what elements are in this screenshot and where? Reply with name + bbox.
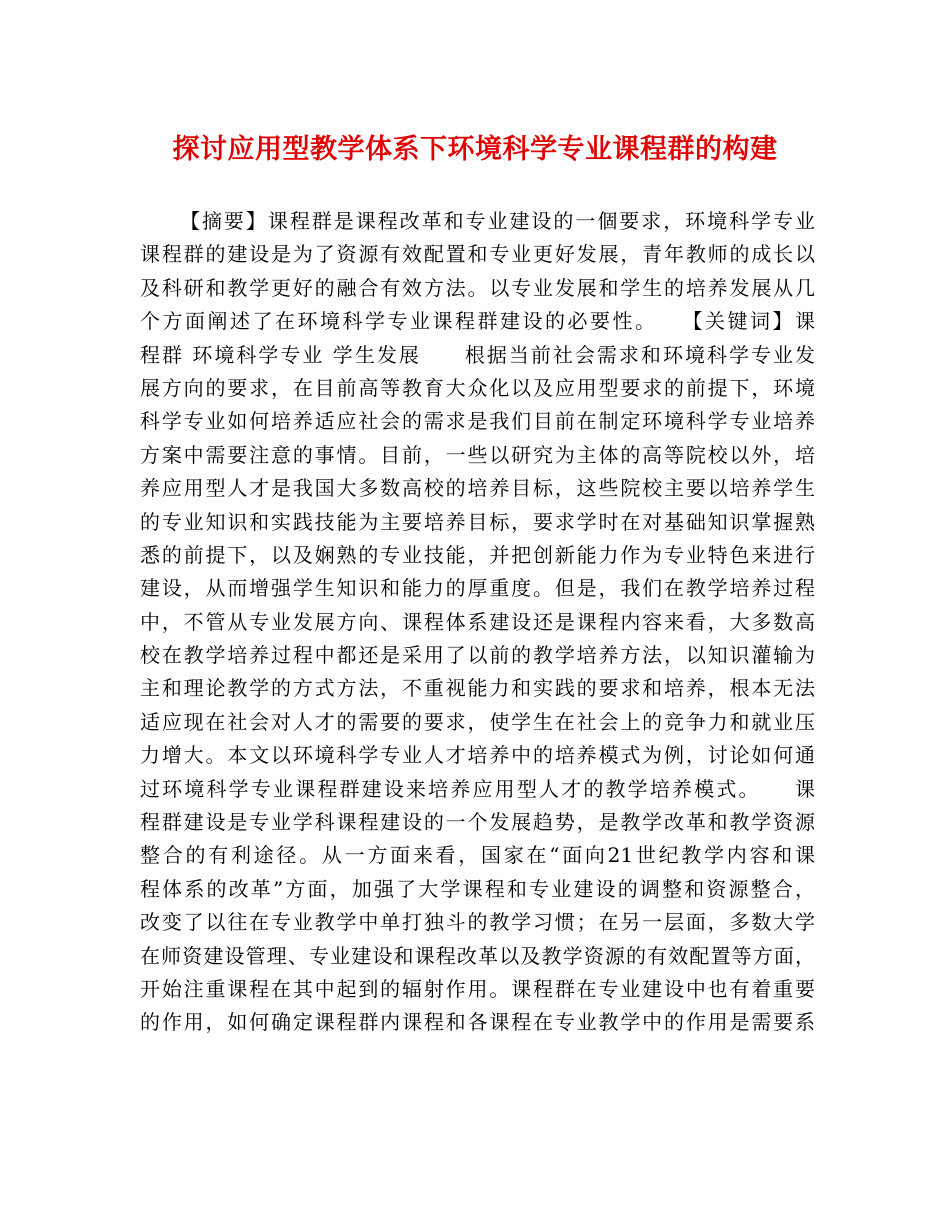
body-line: 程体系的改革”方面，加强了大学课程和专业建设的调整和资源整合， xyxy=(140,876,815,901)
body-line: 主和理论教学的方式方法，不重视能力和实践的要求和培养，根本无法 xyxy=(140,676,815,701)
body-line: 个方面阐述了在环境科学专业课程群建设的必要性。 【关键词】课 xyxy=(140,309,815,334)
body-line: 适应现在社会对人才的需要的要求，使学生在社会上的竞争力和就业压 xyxy=(140,709,815,734)
body-line: 悉的前提下，以及娴熟的专业技能，并把创新能力作为专业特色来进行 xyxy=(140,542,815,567)
body-line: 过环境科学专业课程群建设来培养应用型人才的教学培养模式。 课 xyxy=(140,776,815,801)
body-line: 中，不管从专业发展方向、课程体系建设还是课程内容来看，大多数高 xyxy=(140,609,815,634)
body-line: 程群建设是专业学科课程建设的一个发展趋势，是教学改革和教学资源 xyxy=(140,810,815,835)
body-line: 课程群的建设是为了资源有效配置和专业更好发展，青年教师的成长以 xyxy=(140,242,815,267)
body-line: 在师资建设管理、专业建设和课程改革以及教学资源的有效配置等方面， xyxy=(140,943,815,968)
body-line: 方案中需要注意的事情。目前，一些以研究为主体的高等院校以外，培 xyxy=(140,442,815,467)
body-line: 校在教学培养过程中都还是采用了以前的教学培养方法，以知识灌输为 xyxy=(140,643,815,668)
body-line: 程群 环境科学专业 学生发展 根据当前社会需求和环境科学专业发 xyxy=(140,342,815,367)
page-title: 探讨应用型教学体系下环境科学专业课程群的构建 xyxy=(172,134,778,165)
body-line: 力增大。本文以环境科学专业人才培养中的培养模式为例，讨论如何通 xyxy=(140,743,815,768)
body-line: 开始注重课程在其中起到的辐射作用。课程群在专业建设中也有着重要 xyxy=(140,976,815,1001)
body-line: 建设，从而增强学生知识和能力的厚重度。但是，我们在教学培养过程 xyxy=(140,576,815,601)
document-body xyxy=(140,205,815,1040)
body-line: 【摘要】课程群是课程改革和专业建设的一個要求，环境科学专业 xyxy=(180,209,815,233)
body-line: 展方向的要求，在目前高等教育大众化以及应用型要求的前提下，环境 xyxy=(140,375,815,400)
body-line: 及科研和教学更好的融合有效方法。以专业发展和学生的培养发展从几 xyxy=(140,275,815,300)
body-line: 的专业知识和实践技能为主要培养目标，要求学时在对基础知识掌握熟 xyxy=(140,509,815,534)
body-line: 科学专业如何培养适应社会的需求是我们目前在制定环境科学专业培养 xyxy=(140,409,815,434)
body-line: 整合的有利途径。从一方面来看，国家在“面向21世纪教学内容和课 xyxy=(140,843,815,868)
body-line: 养应用型人才是我国大多数高校的培养目标，这些院校主要以培养学生 xyxy=(140,476,815,501)
body-line: 改变了以往在专业教学中单打独斗的教学习惯；在另一层面，多数大学 xyxy=(140,910,815,935)
body-line: 的作用，如何确定课程群内课程和各课程在专业教学中的作用是需要系 xyxy=(140,1010,815,1035)
